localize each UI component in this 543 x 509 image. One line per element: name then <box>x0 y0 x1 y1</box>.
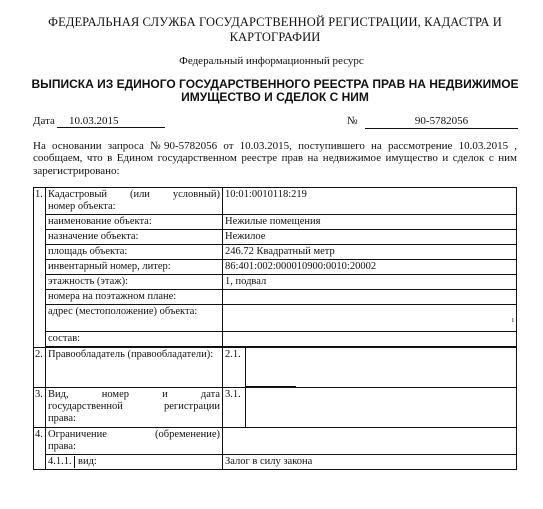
right-type-label-part: номер <box>101 389 129 400</box>
right-type-label-part: государственной <box>48 401 123 412</box>
table-row <box>34 428 517 455</box>
address-mark: ı <box>511 315 514 324</box>
owner-sub-number: 2.1. <box>223 348 246 387</box>
encumbrance-label-part: права: <box>48 441 76 452</box>
encumbrance-value <box>223 428 517 455</box>
inventory-label: инвентарный номер, литер: <box>46 260 223 275</box>
cadastral-label-part: условный) <box>172 189 220 200</box>
name-value: Нежилые помещения <box>223 215 517 230</box>
table-row <box>34 260 517 275</box>
document-title: ВЫПИСКА ИЗ ЕДИНОГО ГОСУДАРСТВЕННОГО РЕЕСТРА ПРАВ НА НЕДВИЖИМОЕ ИМУЩЕСТВО И СДЕЛОК С НИМ <box>31 77 519 104</box>
date-number-row <box>33 115 523 129</box>
table-row <box>34 290 517 305</box>
number-value: 90-5782056 <box>365 115 518 129</box>
encumbrance-label-part: Ограничение <box>48 429 107 440</box>
table-row <box>34 348 517 388</box>
encumbrance-type-label <box>46 455 223 470</box>
right-type-label-part: регистрации <box>164 401 220 412</box>
table-row <box>34 215 517 230</box>
cadastral-label-part: Кадастровый <box>48 189 108 200</box>
floor-plan-label: номера на поэтажном плане: <box>46 290 223 305</box>
owner-label: Правообладатель (правообладатели): <box>46 348 223 388</box>
encumbrance-type-caption: вид: <box>78 456 97 467</box>
right-type-value <box>223 388 517 428</box>
table-row <box>34 455 517 470</box>
section-number: 1. <box>34 188 46 348</box>
right-sub-number: 3.1. <box>223 388 246 427</box>
table-row <box>34 305 517 332</box>
encumbrance-type-number: 4.1.1. <box>48 456 75 468</box>
address-value <box>223 305 517 332</box>
cadastral-value: 10:01:0010118:219 <box>223 188 517 215</box>
inventory-value: 86:401:002:000010900:0010:20002 <box>223 260 517 275</box>
table-row <box>34 332 517 347</box>
section-number: 4. <box>34 428 46 470</box>
section-number: 3. <box>34 388 46 428</box>
table-row <box>34 230 517 245</box>
table-row <box>34 188 517 215</box>
encumbrance-label <box>46 428 223 455</box>
right-type-label-part: и <box>162 389 168 400</box>
address-label: адрес (местоположение) объекта: <box>46 305 223 332</box>
area-value: 246.72 Квадратный метр <box>223 245 517 260</box>
record-table <box>33 187 517 470</box>
date-value: 10.03.2015 <box>57 115 165 128</box>
cadastral-label-part: (или <box>129 189 150 200</box>
composition-label: состав: <box>46 332 223 347</box>
resource-label: Федеральный информационный ресурс <box>179 55 364 67</box>
right-type-label-part: Вид, <box>48 389 69 400</box>
section-number: 2. <box>34 348 46 388</box>
owner-value <box>223 348 517 388</box>
number-label: № <box>347 115 358 127</box>
table-row <box>34 245 517 260</box>
composition-value <box>223 332 517 347</box>
purpose-label: назначение объекта: <box>46 230 223 245</box>
purpose-value: Нежилое <box>223 230 517 245</box>
floor-value: 1, подвал <box>223 275 517 290</box>
right-type-label-part: права: <box>48 413 76 424</box>
right-type-label <box>46 388 223 428</box>
date-label: Дата <box>33 115 55 127</box>
table-row <box>34 388 517 428</box>
encumbrance-label-part: (обременение) <box>155 429 220 440</box>
floor-plan-value <box>223 290 517 305</box>
floor-label: этажность (этаж): <box>46 275 223 290</box>
owner-line <box>246 386 296 387</box>
table-row <box>34 275 517 290</box>
name-label: наименование объекта: <box>46 215 223 230</box>
encumbrance-type-value: Залог в силу закона <box>223 455 517 470</box>
cadastral-label-part: номер объекта: <box>48 201 116 212</box>
cadastral-label <box>46 188 223 215</box>
agency-name: ФЕДЕРАЛЬНАЯ СЛУЖБА ГОСУДАРСТВЕННОЙ РЕГИСТРАЦИИ, КАДАСТРА И КАРТОГРАФИИ <box>48 15 502 44</box>
area-label: площадь объекта: <box>46 245 223 260</box>
intro-paragraph: На основании запроса №90-5782056 от 10.03.2015, поступившего на рассмотрение 10.03.2015 , сообщаем, что в Едином государственном реестре прав на недвижимое имущество и сделок с ним зарегистрировано: <box>33 140 517 177</box>
right-type-label-part: дата <box>200 389 221 400</box>
